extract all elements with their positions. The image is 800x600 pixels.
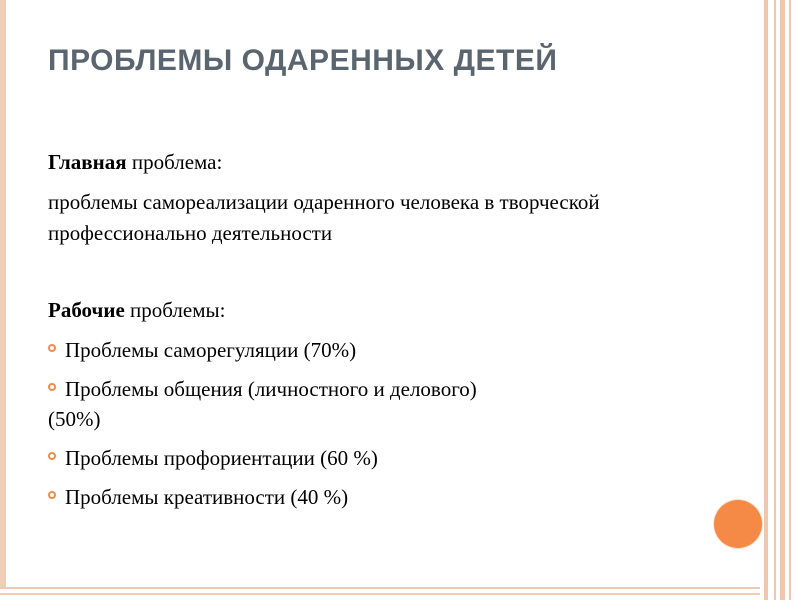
list-item-text: Проблемы креативности (40 %) [65, 485, 349, 509]
list-item-text: Проблемы общения (личностного и делового) [65, 377, 477, 401]
frame-right-line [774, 0, 776, 600]
frame-right-line [789, 0, 791, 600]
slide-title: ПРОБЛЕМЫ ОДАРЕННЫХ ДЕТЕЙ [48, 44, 558, 77]
frame-bottom-border [0, 587, 760, 600]
main-problem-text: проблемы самореализации одаренного человека в творческой профессионально деятельности [48, 190, 600, 245]
work-problems-label [48, 295, 225, 325]
list-item-text: Проблемы саморегуляции (70%) [65, 338, 357, 362]
main-problem-label [48, 147, 222, 177]
bullet-circle-icon [48, 383, 56, 391]
list-item [48, 482, 698, 512]
bullet-circle-icon [48, 491, 56, 499]
list-item-text: Проблемы профориентации (60 %) [65, 446, 378, 470]
list-item-text-continued: (50%) [48, 407, 101, 431]
frame-right-line [780, 0, 785, 600]
list-item [48, 335, 698, 365]
work-problems-label-rest: проблемы: [124, 298, 226, 322]
frame-right-lines [764, 0, 794, 600]
list-item [48, 443, 698, 473]
bullet-circle-icon [48, 344, 56, 352]
work-problems-list [48, 335, 698, 512]
frame-left-border [0, 0, 6, 600]
main-problem-label-rest: проблема: [126, 150, 223, 174]
main-problem-label-bold: Главная [48, 150, 127, 174]
orange-circle-decoration [714, 500, 762, 548]
bullet-circle-icon [48, 452, 56, 460]
frame-right-line [764, 0, 768, 600]
work-problems-label-bold: Рабочие [48, 298, 125, 322]
list-item [48, 374, 698, 434]
